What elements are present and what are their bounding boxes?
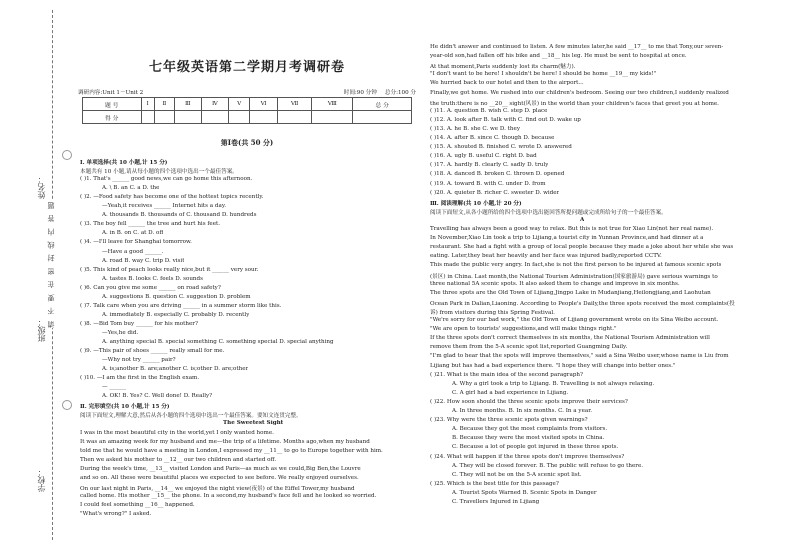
right-text-line: year-old son,had fallen off his bike and __18__ his leg. He must be sent to hospital at once. bbox=[430, 53, 687, 60]
left-text-line: ( )8. —Bid Tom buy ______ for his mother? bbox=[80, 320, 198, 327]
left-text-line: —Yes,he did. bbox=[102, 329, 139, 336]
right-text-line: A. Why a girl took a trip to Lijiang. B. Travelling is not always relaxing. bbox=[452, 380, 655, 387]
class-label: 班级： bbox=[37, 318, 46, 342]
right-text-line: C. They will not be on the 5-A scenic spot list. bbox=[452, 471, 582, 478]
binding-strip bbox=[0, 0, 70, 552]
exam-time: 时间:90 分钟 bbox=[343, 90, 377, 96]
left-text-line: ( )9. —This pair of shoes ______ really small for me. bbox=[80, 348, 225, 355]
right-text-line: restaurant. She had a fight with a group of local people because they made a joke about her while she was bbox=[430, 244, 734, 251]
right-text-line: ( )25. Which is the best title for this passage? bbox=[430, 480, 559, 487]
right-text-line: 诉) from visitors during this Spring Festival. bbox=[430, 309, 555, 316]
right-text-line: "We are open to tourists' suggestions,and will make things right." bbox=[430, 326, 617, 333]
score-input-cell[interactable] bbox=[277, 111, 311, 124]
right-text-line: ( )20. A. quieter B. richer C. sweeter D. wider bbox=[430, 189, 560, 196]
left-text-line: The Sweetest Sight bbox=[223, 420, 284, 427]
right-text-line: Finally,we got home. We rushed into our children's bedroom. Seeing our two children,I suddenly realized bbox=[430, 89, 729, 96]
exam-title: 七年级英语第二学期月考调研卷 bbox=[148, 60, 345, 75]
right-text-line: ( )11. A. question B. wish C. step D. place bbox=[430, 107, 548, 114]
left-text-line: and so on. All these were beautiful places we expected to see before. We really enjoyed ourselves. bbox=[80, 474, 359, 481]
right-text-line: In November,Xiao Lin took a trip to Lijiang,a tourist city in Yunnan Province,and had dinner at a bbox=[430, 235, 704, 242]
left-text-line: Ⅰ. 单项选择(共 10 小题,计 15 分) bbox=[80, 160, 168, 166]
left-text-line: ( )3. The boy fell ______ the tree and hurt his feet. bbox=[80, 221, 221, 228]
right-text-line: ( )19. A. toward B. with C. under D. from bbox=[430, 180, 546, 187]
score-cell: 得 分 bbox=[83, 111, 142, 124]
score-input-cell[interactable] bbox=[250, 111, 278, 124]
right-text-line: 阅读下面短文,从各小题所给的四个选项中选出能回答所提问题或完成所给句子的一个最佳答案。 bbox=[430, 209, 667, 216]
score-cell: Ⅵ bbox=[250, 98, 278, 111]
right-text-line: eating. Later,they beat her heavily and her face was injured badly,reported CCTV. bbox=[430, 253, 662, 260]
left-text-line: A. road B. way C. trip D. visit bbox=[102, 257, 185, 264]
left-text-line: ( )5. This kind of peach looks really nice,but it ______ very sour. bbox=[80, 266, 259, 273]
left-text-line: "What's wrong?" I asked. bbox=[80, 510, 152, 517]
left-text-line: On our last night in Paris, __14__ we enjoyed the night view(夜景) of the Eiffel Tower,my husband bbox=[80, 485, 355, 492]
left-text-line: A. OK! B. Yes? C. Well done! D. Really? bbox=[102, 393, 213, 400]
left-text-line: A. anything special B. special something C. something special D. special anything bbox=[102, 339, 334, 345]
left-text-line: 本题共有 10 小题,请从每小题的四个选项中选出一个最佳答案。 bbox=[80, 169, 238, 176]
right-text-line: B. Because they were the most visited spots in China. bbox=[452, 435, 605, 442]
left-text-line: ( )2. —Food safety has become one of the hottest topics recently. bbox=[80, 194, 264, 201]
score-cell: Ⅰ bbox=[141, 98, 154, 111]
binding-hole bbox=[62, 150, 72, 160]
score-table-score-row bbox=[83, 111, 412, 124]
left-text-line: ( )1. That's ______ good news,we can go home this afternoon. bbox=[80, 176, 253, 183]
right-text-line: C. A girl had a bad experience in Lijiang. bbox=[452, 389, 569, 396]
right-text-line: "I'm glad to hear that the spots will improve themselves," said a Sina Weibo user,whose name is Liu from bbox=[430, 353, 729, 360]
score-table bbox=[82, 97, 412, 124]
left-text-line: I was in the most beautiful city in the world,yet I only wanted home. bbox=[80, 429, 274, 436]
left-text-line: called home. His mother __15__ the phone. In a second,my husband's face fell and he looked so worried. bbox=[80, 492, 377, 499]
left-text-line: —Why not try ______ pair? bbox=[102, 357, 176, 364]
score-cell: Ⅶ bbox=[277, 98, 311, 111]
left-text-line: A. is;another B. are;another C. is;other D. are;other bbox=[102, 366, 249, 373]
right-text-line: ( )21. What is the main idea of the second paragraph? bbox=[430, 371, 584, 378]
left-text-line: 阅读下面短文,理解大意,然后从各小题的四个选项中选出一个最佳答案。要知文连贯完整。 bbox=[80, 413, 302, 420]
right-text-line: ( )22. How soon should the three scenic spots improve their services? bbox=[430, 398, 628, 405]
right-text-line: (景区) in China. Last month,the National Tourism Administration(国家旅游局) gave serious warnings to bbox=[430, 273, 718, 280]
left-text-line: ( )7. Talk care when you are driving ______ in a summer storm like this. bbox=[80, 302, 282, 309]
left-text-line: A. \ B. an C. a D. the bbox=[102, 185, 160, 192]
score-cell: Ⅳ bbox=[201, 98, 229, 111]
left-text-line: told me that he would have a meeting in London,I expressed my __11__ to go to Europe together with him. bbox=[80, 447, 383, 454]
right-text-line: ( )13. A. he B. she C. we D. they bbox=[430, 125, 521, 132]
score-cell: Ⅷ bbox=[312, 98, 353, 111]
score-cell: 总 分 bbox=[353, 98, 412, 111]
score-input-cell[interactable] bbox=[353, 111, 412, 124]
right-text-line: A. They will be closed forever. B. The public will refuse to go there. bbox=[452, 462, 644, 469]
score-input-cell[interactable] bbox=[154, 111, 174, 124]
right-text-line: remove them from the 5-A scenic spot list,reported Guangming Daily. bbox=[430, 344, 628, 351]
score-input-cell[interactable] bbox=[229, 111, 250, 124]
right-text-line: ( )17. A. hardly B. clearly C. sadly D. truly bbox=[430, 162, 549, 169]
left-text-line: It was an amazing week for my husband and me—the trip of a lifetime. Months ago,when my husband bbox=[80, 438, 370, 445]
right-text-line: If the three spots don't correct themselves in six months, the National Tourism Administration will bbox=[430, 335, 710, 342]
score-cell: 题 号 bbox=[83, 98, 142, 111]
seal-warning: 请 不 要 在 密 封 线 内 答 题 bbox=[47, 200, 55, 329]
score-input-cell[interactable] bbox=[312, 111, 353, 124]
score-input-cell[interactable] bbox=[141, 111, 154, 124]
right-text-line: A bbox=[580, 216, 585, 223]
left-text-line: —Have a good ______. bbox=[102, 248, 164, 255]
right-text-line: "We're sorry for our bad work," the Old Town of Lijiang government wrote on its Sina Weibo account. bbox=[430, 317, 719, 323]
left-text-line: A. in B. on C. at D. off bbox=[102, 230, 164, 237]
right-text-line: ( )15. A. shouted B. finished C. wrote D. answered bbox=[430, 144, 572, 151]
score-cell: Ⅲ bbox=[174, 98, 201, 111]
school-label: 学校： bbox=[37, 468, 46, 492]
exam-total: 总分:100 分 bbox=[384, 90, 416, 96]
left-text-line: A. suggestions B. question C. suggestion D. problem bbox=[102, 293, 251, 300]
left-text-line: During the week's time, __13__ visited London and Paris—as much as we could,Big Ben,the Louvre bbox=[80, 465, 361, 472]
right-text-line: ( )24. What will happen if the three spots don't improve themselves? bbox=[430, 453, 625, 460]
left-text-line: A. thousands B. thousands of C. thousand D. hundreds bbox=[102, 212, 257, 219]
score-input-cell[interactable] bbox=[201, 111, 229, 124]
score-table-header-row bbox=[83, 98, 412, 111]
right-text-line: Ocean Park in Dalian,Liaoning. According to People's Daily,the three spots received the most complaints(投 bbox=[430, 300, 735, 307]
score-input-cell[interactable] bbox=[174, 111, 201, 124]
right-text-line: ( )12. A. look after B. talk with C. find out D. wake up bbox=[430, 116, 581, 123]
name-label: 姓名： bbox=[37, 175, 46, 199]
left-text-line: Ⅱ. 完形填空(共 10 小题,计 15 分) bbox=[80, 404, 170, 411]
right-text-line: the truth:there is no __20__ sight(风景) in the world than your children's faces that greet you at home. bbox=[430, 100, 719, 107]
left-text-line: I could feel something __16__ happened. bbox=[80, 501, 195, 508]
right-text-line: Travelling has always been a good way to relax. But this is not true for Xiao Lin(not her real name). bbox=[430, 226, 714, 232]
right-text-line: At that moment,Paris suddenly lost its charm(魅力). bbox=[430, 64, 576, 71]
right-text-line: A. Because they got the most complaints from visitors. bbox=[452, 426, 608, 433]
exam-scope: 调研内容:Unit 1－Unit 2 bbox=[78, 90, 144, 96]
right-text-line: A. In three months. B. In six months. C. In a year. bbox=[452, 408, 593, 414]
right-text-line: ( )16. A. ugly B. useful C. right D. bad bbox=[430, 153, 537, 160]
left-text-line: —Yeah,it receives ______ Internet hits a day. bbox=[102, 203, 227, 210]
right-text-line: Ⅲ. 阅读理解(共 10 小题,计 20 分) bbox=[430, 200, 522, 207]
right-text-line: ( )23. Why were the three scenic spots given warnings? bbox=[430, 417, 588, 424]
left-text-line: Then we asked his mother to __12__ our two children and started off. bbox=[80, 456, 277, 463]
exam-meta bbox=[78, 88, 416, 96]
right-text-line: ( )14. A. after B. since C. though D. because bbox=[430, 135, 555, 141]
right-text-line: ( )18. A. danced B. broken C. thrown D. opened bbox=[430, 171, 565, 178]
left-text-line: ( )6. Can you give me some ______ on road safety? bbox=[80, 284, 221, 291]
right-text-line: We hurried back to our hotel and then to the airport... bbox=[430, 80, 584, 87]
right-text-line: The three spots are the Old Town of Lijiang,Jingpo Lake in Mudanjiang,Heilongjiang,and Laohutan bbox=[430, 289, 711, 296]
left-text-line: A. immediately B. especially C. probably D. recently bbox=[102, 311, 250, 318]
score-cell: Ⅱ bbox=[154, 98, 174, 111]
right-text-line: A. Tourist Spots Warned B. Scenic Spots in Danger bbox=[452, 489, 597, 496]
right-text-line: Lijiang but has had a bad experience there. "I hope they will change into better ones." bbox=[430, 362, 676, 369]
volume-heading: 第Ⅰ卷(共 50 分) bbox=[220, 138, 274, 147]
right-text-line: This made the public very angry. In fact,she is not the first person to be injured at famous scenic spots bbox=[430, 262, 722, 269]
left-text-line: ( )10. —I am the first in the English exam. bbox=[80, 375, 200, 382]
left-text-line: ( )4. —I'll leave for Shanghai tomorrow. bbox=[80, 239, 192, 246]
score-cell: Ⅴ bbox=[229, 98, 250, 111]
right-text-line: "I don't want to be here! I shouldn't be here! I should be home __19__ my kids!" bbox=[430, 71, 657, 78]
right-text-line: C. Travellers Injured in Lijiang bbox=[452, 499, 540, 505]
right-text-line: He didn't answer and continued to listen. A few minutes later,he said __17__ to me that Tony,our seven- bbox=[430, 44, 724, 50]
right-text-line: C. Because a lot of people got injured in these three spots. bbox=[452, 444, 619, 451]
left-text-line: — ______ bbox=[102, 384, 127, 391]
binding-hole bbox=[62, 400, 72, 410]
right-text-line: three national 5A scenic spots. It also asked them to change and improve in six months. bbox=[430, 280, 680, 287]
left-text-line: A. tastes B. looks C. feels D. sounds bbox=[102, 275, 203, 282]
